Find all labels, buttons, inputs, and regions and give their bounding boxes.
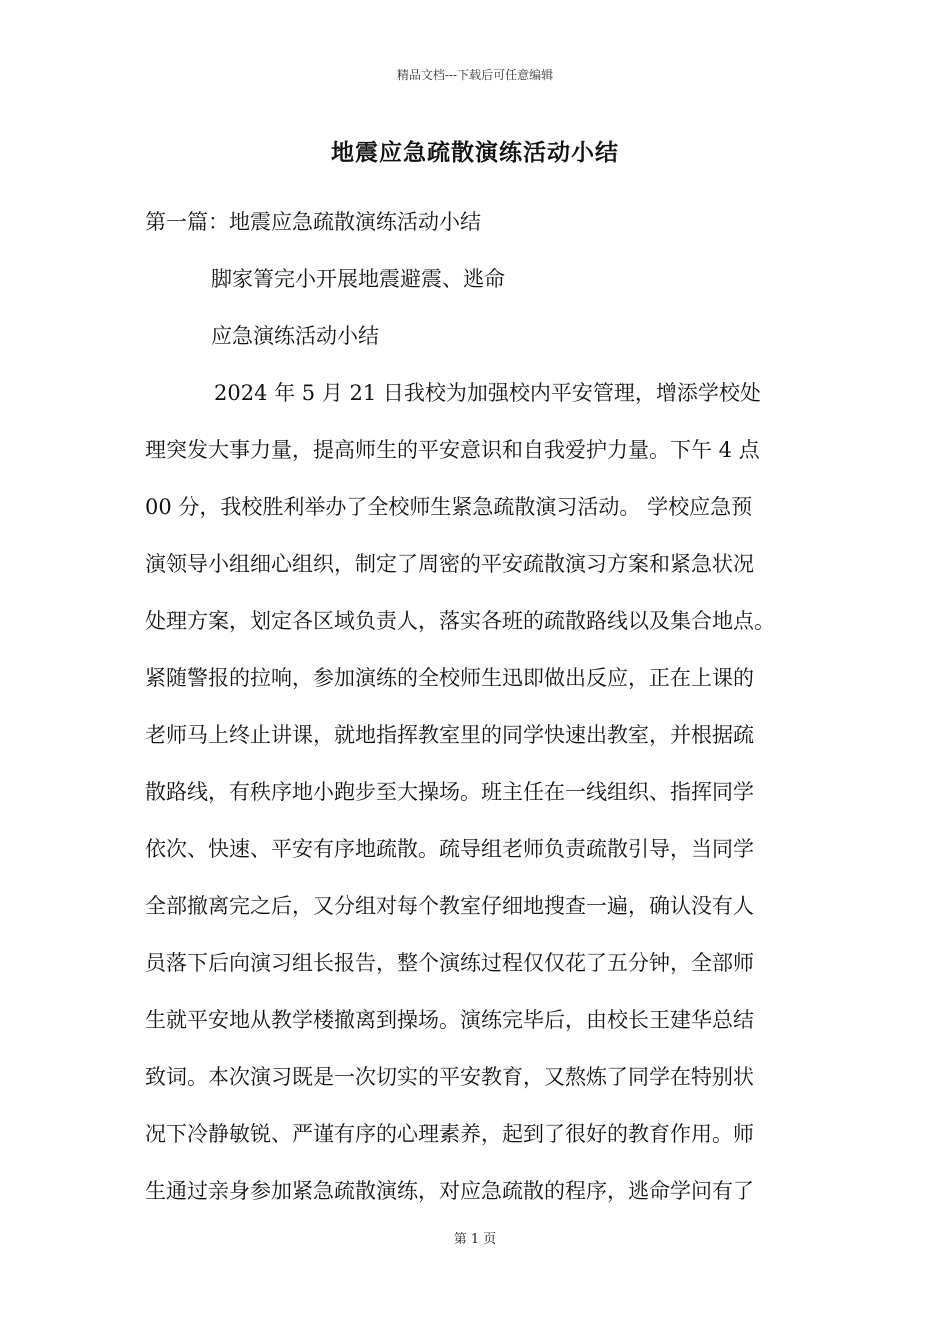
body-line: 演领导小组细心组织，制定了周密的平安疏散演习方案和紧急状况 [145, 552, 754, 576]
body-line: 生通过亲身参加紧急疏散演练，对应急疏散的程序，逃命学问有了 [145, 1179, 754, 1203]
subtitle-line: 应急演练活动小结 [211, 324, 379, 348]
body-line: 老师马上终止讲课，就地指挥教室里的同学快速出教室，并根据疏 [145, 723, 754, 747]
body-line: 全部撤离完之后，又分组对每个教室仔细地搜查一遍，确认没有人 [145, 894, 754, 918]
body-line: 依次、快速、平安有序地疏散。疏导组老师负责疏散引导，当同学 [145, 837, 754, 861]
body-line: 况下冷静敏锐、严谨有序的心理素养，起到了很好的教育作用。师 [145, 1122, 754, 1146]
section-heading: 第一篇：地震应急疏散演练活动小结 [145, 210, 481, 234]
page-footer: 第 1 页 [453, 1232, 497, 1247]
body-line: 理突发大事力量，提高师生的平安意识和自我爱护力量。下午 4 点 [145, 438, 760, 462]
body-line: 生就平安地从教学楼撤离到操场。演练完毕后，由校长王建华总结 [145, 1008, 754, 1032]
body-line: 致词。本次演习既是一次切实的平安教育，又熬炼了同学在特别状 [145, 1065, 754, 1089]
body-line: 散路线，有秩序地小跑步至大操场。班主任在一线组织、指挥同学 [145, 780, 754, 804]
subtitle-line: 脚家箐完小开展地震避震、逃命 [211, 267, 505, 291]
body-line: 00 分，我校胜利举办了全校师生紧急疏散演习活动。 学校应急预 [145, 495, 753, 519]
body-line: 员落下后向演习组长报告，整个演练过程仅仅花了五分钟，全部师 [145, 951, 754, 975]
document-title: 地震应急疏散演练活动小结 [331, 139, 619, 166]
body-line: 处理方案，划定各区域负责人，落实各班的疏散路线以及集合地点。 [145, 609, 775, 633]
body-line: 2024 年 5 月 21 日我校为加强校内平安管理，增添学校处 [214, 381, 761, 405]
header-note: 精品文档---下载后可任意编辑 [396, 68, 554, 82]
body-line: 紧随警报的拉响，参加演练的全校师生迅即做出反应，正在上课的 [145, 666, 754, 690]
